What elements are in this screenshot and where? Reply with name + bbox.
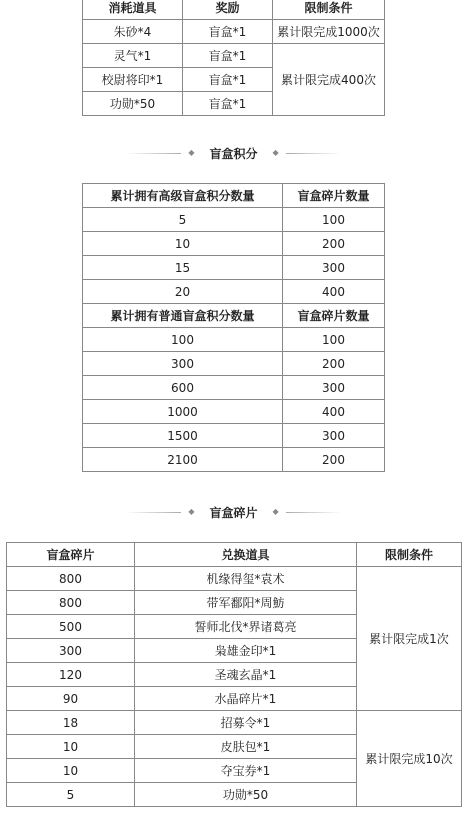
reward-cell: 盲盒*1 <box>183 68 273 92</box>
section-heading-points <box>0 145 467 161</box>
fragment-cost-cell: 18 <box>7 711 135 735</box>
table-row <box>83 208 385 232</box>
table-row <box>83 44 385 68</box>
points-cell: 1000 <box>83 400 283 424</box>
fragments-cell: 300 <box>283 424 385 448</box>
table-row <box>7 567 462 591</box>
divider <box>125 512 181 513</box>
fragment-cost-cell: 10 <box>7 759 135 783</box>
points-cell: 5 <box>83 208 283 232</box>
limit-cell: 累计限完成10次 <box>357 711 462 807</box>
fragment-cost-cell: 300 <box>7 639 135 663</box>
column-header: 消耗道具 <box>83 0 183 20</box>
table-row <box>83 352 385 376</box>
item-cell: 朱砂*4 <box>83 20 183 44</box>
exchange-item-cell: 机缘得玺*袁术 <box>135 567 357 591</box>
column-header: 盲盒碎片数量 <box>283 184 385 208</box>
fragment-exchange-table <box>6 542 462 807</box>
reward-cell: 盲盒*1 <box>183 44 273 68</box>
points-cell: 100 <box>83 328 283 352</box>
fragment-cost-cell: 90 <box>7 687 135 711</box>
table-row <box>83 20 385 44</box>
points-cell: 10 <box>83 232 283 256</box>
limit-cell: 累计限完成400次 <box>273 44 385 116</box>
column-header: 兑换道具 <box>135 543 357 567</box>
divider <box>125 153 181 154</box>
table-header-row <box>7 543 462 567</box>
diamond-icon: ◆ <box>188 148 195 157</box>
column-header: 累计拥有高级盲盒积分数量 <box>83 184 283 208</box>
points-cell: 15 <box>83 256 283 280</box>
fragments-cell: 200 <box>283 232 385 256</box>
fragments-cell: 300 <box>283 256 385 280</box>
exchange-item-cell: 功勋*50 <box>135 783 357 807</box>
fragments-cell: 300 <box>283 376 385 400</box>
table-row <box>83 376 385 400</box>
table-row <box>83 448 385 472</box>
points-cell: 300 <box>83 352 283 376</box>
fragments-cell: 100 <box>283 328 385 352</box>
section-title: 盲盒积分 <box>209 146 258 161</box>
table-row <box>83 256 385 280</box>
points-cell: 600 <box>83 376 283 400</box>
column-header: 盲盒碎片 <box>7 543 135 567</box>
diamond-icon: ◆ <box>272 507 279 516</box>
limit-cell: 累计限完成1次 <box>357 567 462 711</box>
fragment-cost-cell: 120 <box>7 663 135 687</box>
column-header: 盲盒碎片数量 <box>283 304 385 328</box>
exchange-item-cell: 水晶碎片*1 <box>135 687 357 711</box>
table-header-row <box>83 304 385 328</box>
diamond-icon: ◆ <box>188 507 195 516</box>
table-row <box>83 280 385 304</box>
column-header: 限制条件 <box>357 543 462 567</box>
table-row <box>7 711 462 735</box>
table-row <box>83 232 385 256</box>
exchange-table <box>82 0 385 116</box>
limit-cell: 累计限完成1000次 <box>273 20 385 44</box>
item-cell: 校尉将印*1 <box>83 68 183 92</box>
exchange-item-cell: 圣魂玄晶*1 <box>135 663 357 687</box>
fragments-cell: 400 <box>283 400 385 424</box>
points-cell: 2100 <box>83 448 283 472</box>
fragment-cost-cell: 800 <box>7 567 135 591</box>
item-cell: 功勋*50 <box>83 92 183 116</box>
exchange-item-cell: 誓师北伐*界诸葛亮 <box>135 615 357 639</box>
points-table <box>82 183 385 472</box>
divider <box>286 512 342 513</box>
divider <box>286 153 342 154</box>
exchange-item-cell: 夺宝券*1 <box>135 759 357 783</box>
table-header-row <box>83 0 385 20</box>
fragments-cell: 200 <box>283 448 385 472</box>
points-cell: 20 <box>83 280 283 304</box>
fragments-cell: 200 <box>283 352 385 376</box>
fragment-cost-cell: 800 <box>7 591 135 615</box>
exchange-item-cell: 带军鄱阳*周魴 <box>135 591 357 615</box>
exchange-item-cell: 皮肤包*1 <box>135 735 357 759</box>
fragments-cell: 100 <box>283 208 385 232</box>
section-title: 盲盒碎片 <box>209 505 258 520</box>
reward-cell: 盲盒*1 <box>183 20 273 44</box>
table-row <box>83 400 385 424</box>
fragments-cell: 400 <box>283 280 385 304</box>
exchange-item-cell: 招募令*1 <box>135 711 357 735</box>
reward-cell: 盲盒*1 <box>183 92 273 116</box>
exchange-item-cell: 枭雄金印*1 <box>135 639 357 663</box>
table-row <box>83 424 385 448</box>
diamond-icon: ◆ <box>272 148 279 157</box>
column-header: 限制条件 <box>273 0 385 20</box>
table-row <box>83 328 385 352</box>
points-cell: 1500 <box>83 424 283 448</box>
column-header: 奖励 <box>183 0 273 20</box>
column-header: 累计拥有普通盲盒积分数量 <box>83 304 283 328</box>
fragment-cost-cell: 10 <box>7 735 135 759</box>
fragment-cost-cell: 500 <box>7 615 135 639</box>
item-cell: 灵气*1 <box>83 44 183 68</box>
section-heading-fragments <box>0 504 467 520</box>
fragment-cost-cell: 5 <box>7 783 135 807</box>
table-header-row <box>83 184 385 208</box>
